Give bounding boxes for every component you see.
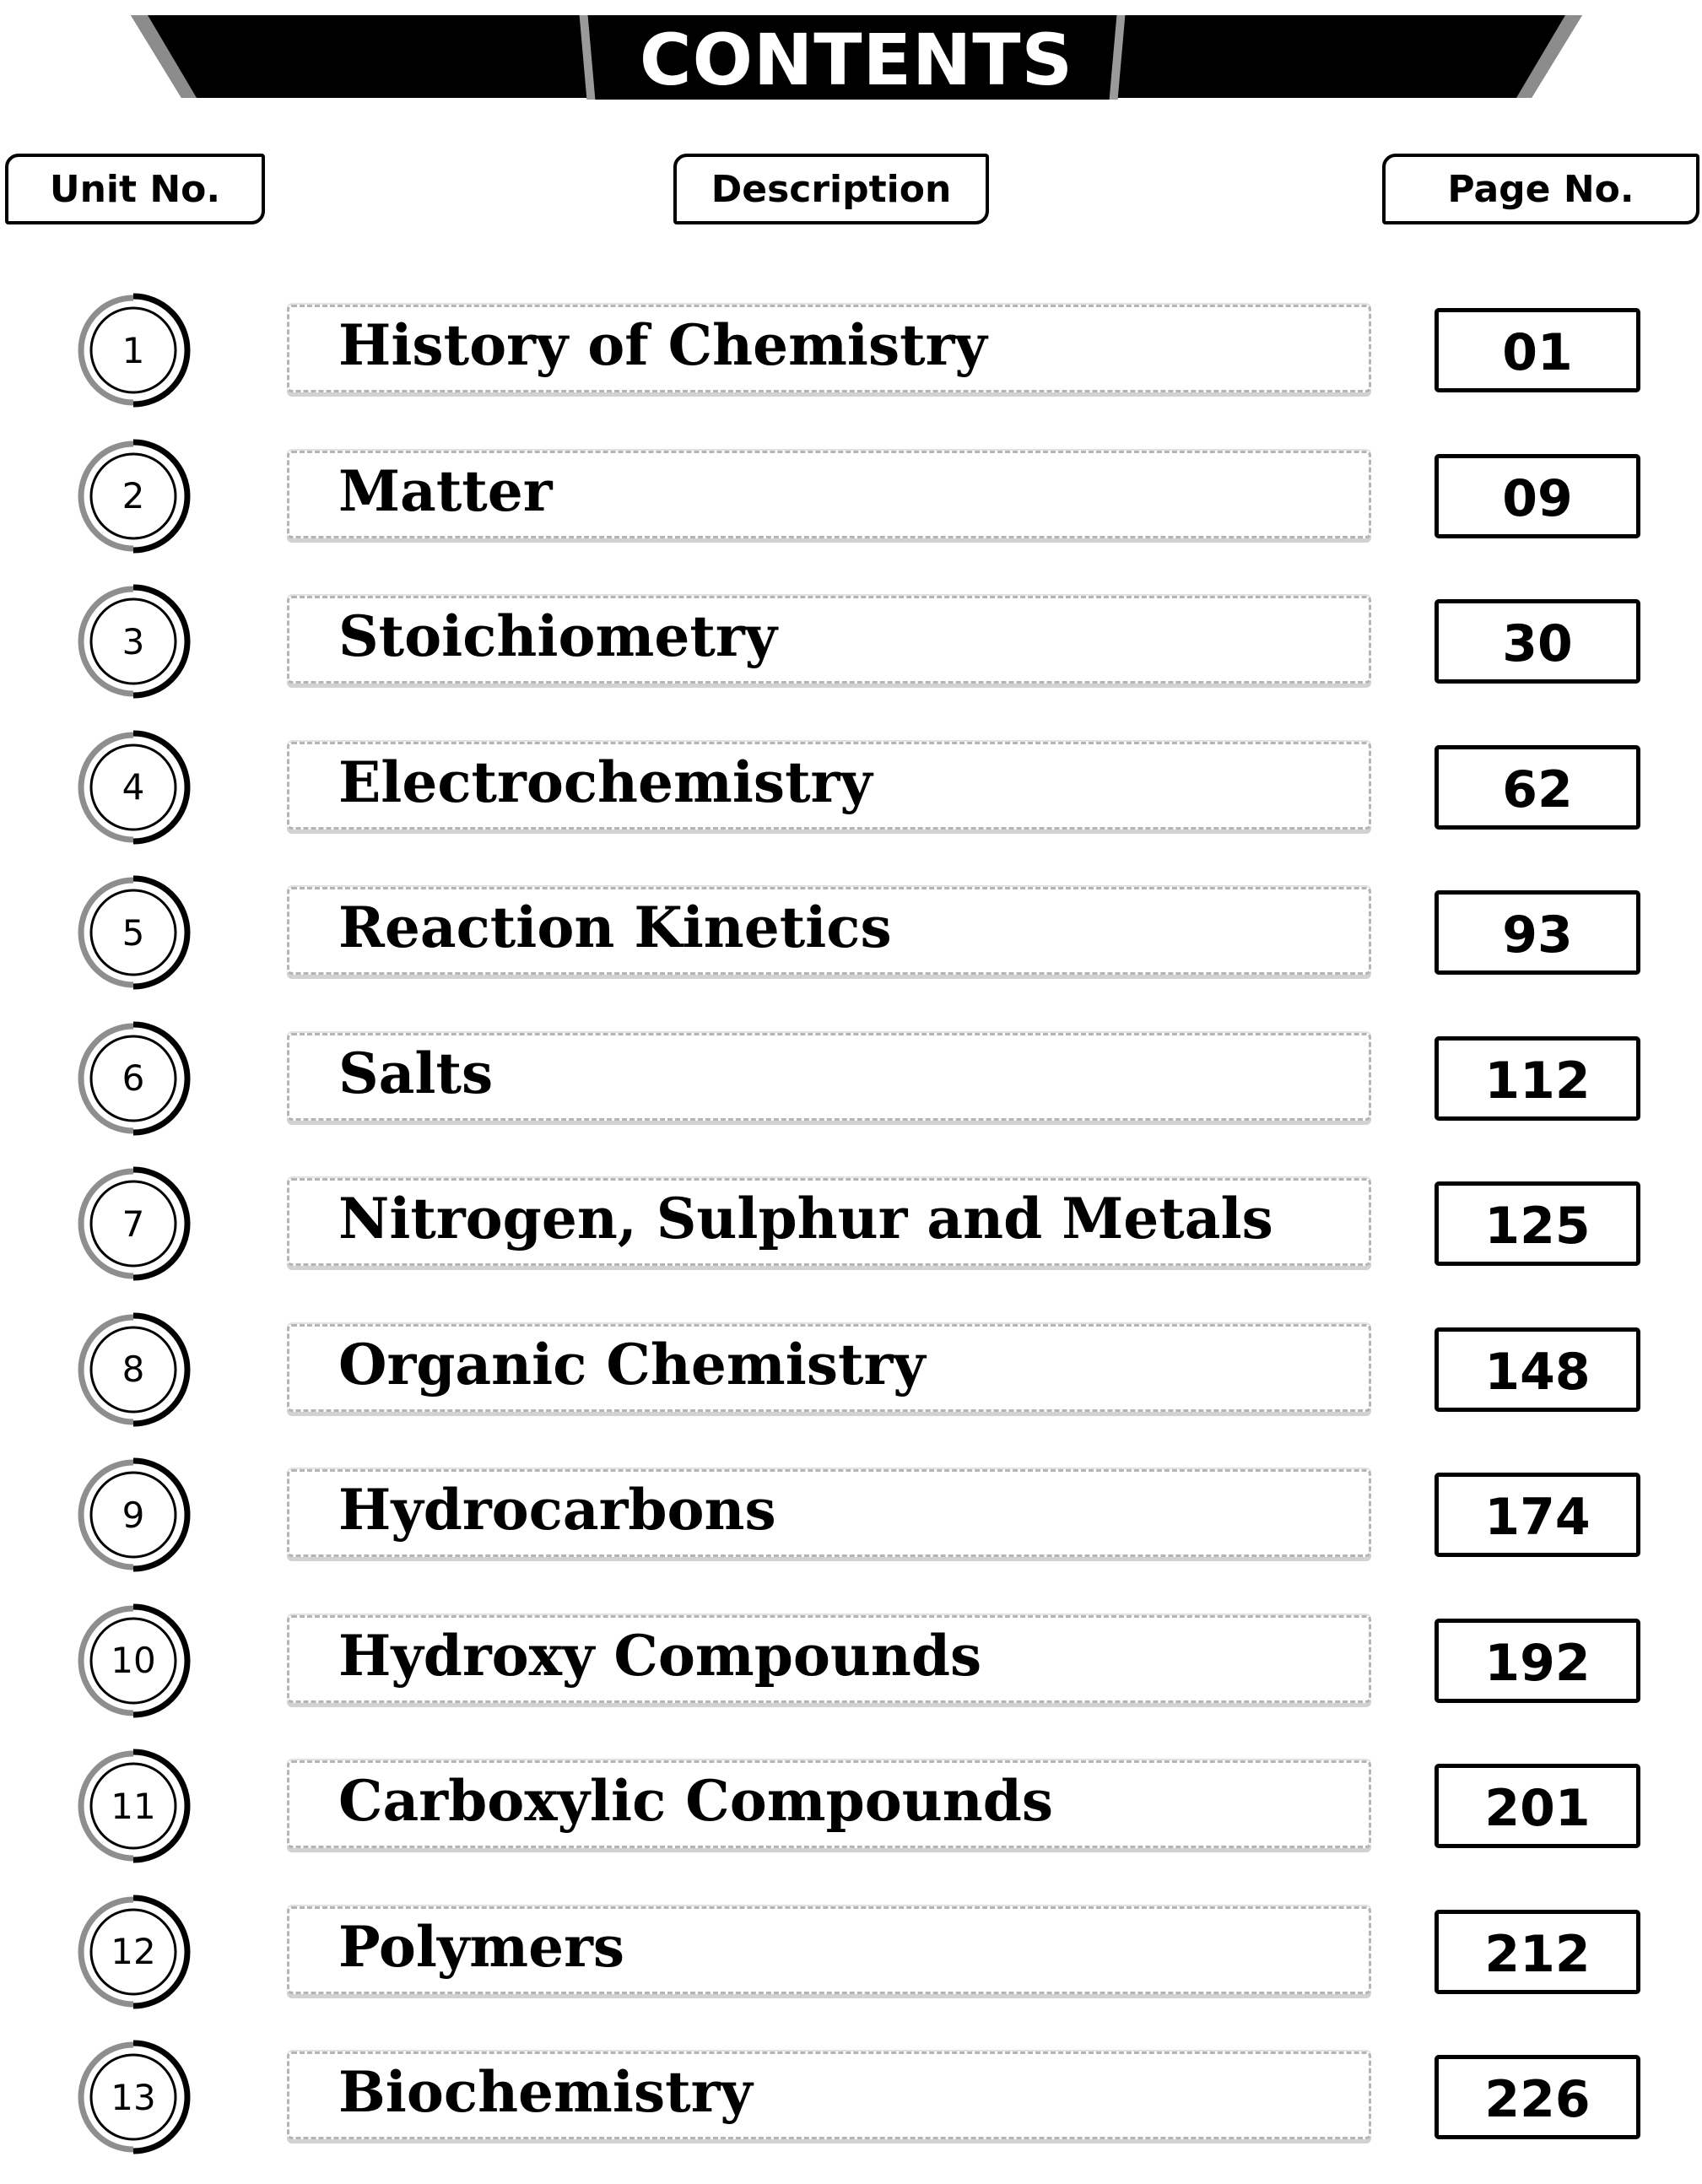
toc-entry[interactable] <box>0 1456 1702 1602</box>
chapter-title-box <box>287 1615 1371 1703</box>
chapter-title[interactable]: Reaction Kinetics <box>338 895 892 960</box>
toc-entry[interactable] <box>0 1165 1702 1311</box>
toc-entry[interactable] <box>0 2038 1702 2184</box>
chapter-title-box <box>287 742 1371 830</box>
chapter-title[interactable]: Hydroxy Compounds <box>338 1622 982 1689</box>
page-number: 09 <box>1435 454 1640 538</box>
page-number: 174 <box>1435 1473 1640 1557</box>
page-no-header: Page No. <box>1382 154 1699 224</box>
chapter-title[interactable]: Nitrogen, Sulphur and Metals <box>338 1186 1273 1251</box>
unit-number: 7 <box>122 1203 145 1245</box>
unit-number: 3 <box>122 620 145 662</box>
chapter-title[interactable]: Stoichiometry <box>338 603 777 669</box>
unit-number: 12 <box>111 1931 156 1972</box>
toc-entry[interactable] <box>0 1019 1702 1165</box>
page-number: 212 <box>1435 1910 1640 1994</box>
unit-number-badge <box>74 2038 192 2156</box>
chapter-title[interactable]: Biochemistry <box>338 2059 753 2125</box>
toc-entry[interactable] <box>0 291 1702 437</box>
unit-number: 11 <box>111 1785 156 1827</box>
toc-entry[interactable] <box>0 1602 1702 1748</box>
unit-number: 2 <box>122 475 145 516</box>
contents-banner <box>131 15 1582 100</box>
description-header: Description <box>673 154 989 224</box>
unit-number-badge <box>74 873 192 992</box>
page-title: CONTENTS <box>639 19 1074 101</box>
chapter-title[interactable]: Polymers <box>338 1913 625 1980</box>
toc-entry[interactable] <box>0 873 1702 1019</box>
unit-number: 13 <box>111 2076 156 2118</box>
unit-number-badge <box>74 437 192 555</box>
chapter-title[interactable]: Matter <box>338 457 553 524</box>
chapter-title[interactable]: Carboxylic Compounds <box>338 1768 1054 1834</box>
unit-number: 10 <box>111 1640 156 1681</box>
chapter-title-box <box>287 887 1371 975</box>
chapter-title-box <box>287 1178 1371 1266</box>
page-number: 01 <box>1435 308 1640 392</box>
unit-no-header: Unit No. <box>5 154 265 224</box>
unit-number: 9 <box>122 1494 145 1536</box>
page-number: 148 <box>1435 1327 1640 1412</box>
page-number: 62 <box>1435 745 1640 830</box>
chapter-title-box <box>287 1033 1371 1121</box>
chapter-title-box <box>287 305 1371 392</box>
unit-number-badge <box>74 1165 192 1283</box>
unit-number-badge <box>74 1456 192 1574</box>
unit-number-badge <box>74 291 192 409</box>
chapter-title[interactable]: Salts <box>338 1040 494 1106</box>
chapter-title-box <box>287 1906 1371 1994</box>
unit-number: 6 <box>122 1057 145 1099</box>
chapter-title[interactable]: Electrochemistry <box>338 749 873 815</box>
unit-number-badge <box>74 1893 192 2011</box>
chapter-title-box <box>287 2052 1371 2139</box>
unit-number-badge <box>74 1602 192 1720</box>
page-number: 30 <box>1435 599 1640 684</box>
chapter-title-box <box>287 1324 1371 1412</box>
unit-number: 4 <box>122 766 145 808</box>
toc-entry[interactable] <box>0 582 1702 728</box>
chapter-title-box <box>287 451 1371 538</box>
toc-entry[interactable] <box>0 1747 1702 1893</box>
toc-entry[interactable] <box>0 437 1702 583</box>
unit-number-badge <box>74 1311 192 1429</box>
unit-number-badge <box>74 1019 192 1138</box>
unit-number: 8 <box>122 1349 145 1390</box>
page-number: 125 <box>1435 1181 1640 1266</box>
chapter-title[interactable]: Organic Chemistry <box>338 1331 926 1397</box>
chapter-title[interactable]: History of Chemistry <box>338 312 987 378</box>
page-number: 201 <box>1435 1764 1640 1848</box>
page-number: 226 <box>1435 2055 1640 2139</box>
page-number: 192 <box>1435 1619 1640 1703</box>
unit-number-badge <box>74 728 192 846</box>
unit-number-badge <box>74 1747 192 1865</box>
chapter-title[interactable]: Hydrocarbons <box>338 1477 776 1543</box>
chapter-title-box <box>287 1760 1371 1848</box>
toc-entry[interactable] <box>0 1311 1702 1457</box>
toc-entry[interactable] <box>0 1893 1702 2039</box>
toc-entry[interactable] <box>0 728 1702 874</box>
unit-number-badge <box>74 582 192 700</box>
chapter-title-box <box>287 1469 1371 1557</box>
unit-number: 5 <box>122 911 145 954</box>
unit-number: 1 <box>122 329 145 371</box>
chapter-title-box <box>287 596 1371 684</box>
page-number: 112 <box>1435 1036 1640 1121</box>
contents-list <box>0 291 1702 2184</box>
page-number: 93 <box>1435 890 1640 975</box>
